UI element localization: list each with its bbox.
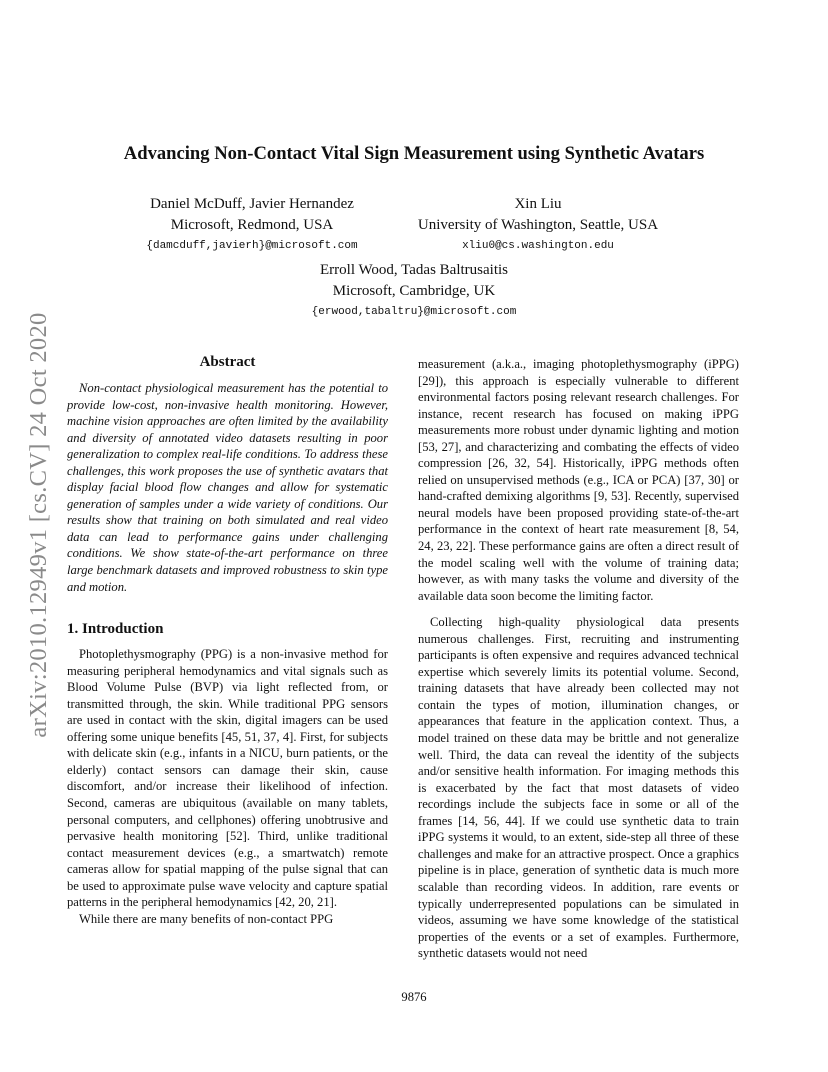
left-column [67, 352, 388, 927]
author-email: {damcduff,javierh}@microsoft.com [146, 240, 358, 252]
author-affiliation: University of Washington, Seattle, USA [417, 217, 659, 233]
author-email: {erwood,tabaltru}@microsoft.com [311, 306, 517, 318]
paper-title: Advancing Non-Contact Vital Sign Measurement using Synthetic Avatars [123, 143, 705, 164]
right-column [418, 356, 739, 962]
right-paragraph-2: Collecting high-quality physiological data presents numerous challenges. First, recruiting and instrumenting participants is often expensive and requires advanced technical expertise which severely limits its potential volume. Second, training datasets that have already been collected may not contain the types of motion, illumination changes, or appearances that feature in the application context. Thus, a model trained on these data may be brittle and not generalize well. Third, the data can reveal the identity of the subjects and/or sensitive health information. For imaging methods this is exacerbated by the fact that most datasets of video recordings include the subjects face in some or all of the frames [14, 56, 44]. If we could use synthetic data to train iPPG systems it would, to an extent, side-step all three of these challenges and make for an attractive prospect. Once a graphics pipeline is in place, generation of synthetic data is much more scalable than recording videos. In addition, rare events or typically underrepresented populations can be simulated in videos, assuming we have some knowledge of the statistical properties of the events or a set of examples. Furthermore, synthetic datasets would not need [418, 615, 739, 961]
abstract-text: Non-contact physiological measurement has the potential to provide low-cost, non-invasive health monitoring. However, machine vision approaches are often limited by the availability and diversity of annotated video datasets resulting in poor generalization to complex real-life conditions. To address these challenges, this work proposes the use of synthetic avatars that display facial blood flow changes and allow for systematic generation of samples under a wide variety of conditions. Our results show that training on both simulated and real video data can lead to performance gains under challenging conditions. We show state-of-the-art performance on three large benchmark datasets and improved robustness to skin type and motion. [67, 381, 388, 594]
author-block-left [126, 194, 378, 257]
author-email: xliu0@cs.washington.edu [462, 240, 614, 252]
author-names: Erroll Wood, Tadas Baltrusaitis [320, 262, 508, 278]
introduction-heading: 1. Introduction [67, 621, 164, 638]
author-affiliation: Microsoft, Redmond, USA [170, 217, 334, 233]
intro-paragraph-2: While there are many benefits of non-contact PPG [79, 911, 334, 926]
author-names: Xin Liu [514, 196, 562, 212]
arxiv-identifier: arXiv:2010.12949v1 [cs.CV] 24 Oct 2020 [25, 312, 52, 738]
author-block-center [264, 260, 564, 323]
page-number: 9876 [401, 990, 427, 1004]
author-affiliation: Microsoft, Cambridge, UK [332, 283, 496, 299]
abstract-heading: Abstract [199, 354, 256, 370]
arxiv-sidebar [22, 290, 56, 760]
right-paragraph-1: measurement (a.k.a., imaging photoplethysmography (iPPG) [29]), this approach is especially vulnerable to different environmental factors posing relevant research challenges. For instance, recent research has focused on making iPPG measurements more robust under dynamic lighting and motion [53, 27], and characterizing and combating the effects of video compression [26, 32, 54]. Historically, iPPG methods often relied on unsupervised methods (e.g., ICA or PCA) [37, 30] or hand-crafted demixing algorithms [9, 53]. Recently, supervised neural models have been proposed providing state-of-the-art performance in the context of heart rate measurement [8, 54, 24, 23, 22]. These performance gains are often a direct result of the model scaling well with the volume of training data; however, as with many tasks the volume and diversity of the available data soon become the limiting factor. [418, 357, 739, 603]
author-block-right [396, 194, 680, 257]
intro-paragraph-1: Photoplethysmography (PPG) is a non-invasive method for measuring peripheral hemodynamics and vital signals such as Blood Volume Pulse (BVP) via light reflected from, or transmitted through, the skin. While traditional PPG sensors are used in contact with the skin, digital imagers can be used offering some unique benefits [45, 51, 37, 4]. First, for subjects with delicate skin (e.g., infants in a NICU, burn patients, or the elderly) contact sensors can damage their skin, cause discomfort, and/or increase their likelihood of infection. Second, cameras are ubiquitous (available on many tablets, personal computers, and cellphones) offering unobtrusive and pervasive health monitoring [52]. Third, unlike traditional contact measurement devices (e.g., a smartwatch) remote cameras allow for spatial mapping of the pulse signal that can be used to approximate pulse wave velocity and capture spatial patterns in the peripheral hemodynamics [42, 20, 21]. [67, 647, 388, 910]
author-names: Daniel McDuff, Javier Hernandez [150, 196, 354, 212]
